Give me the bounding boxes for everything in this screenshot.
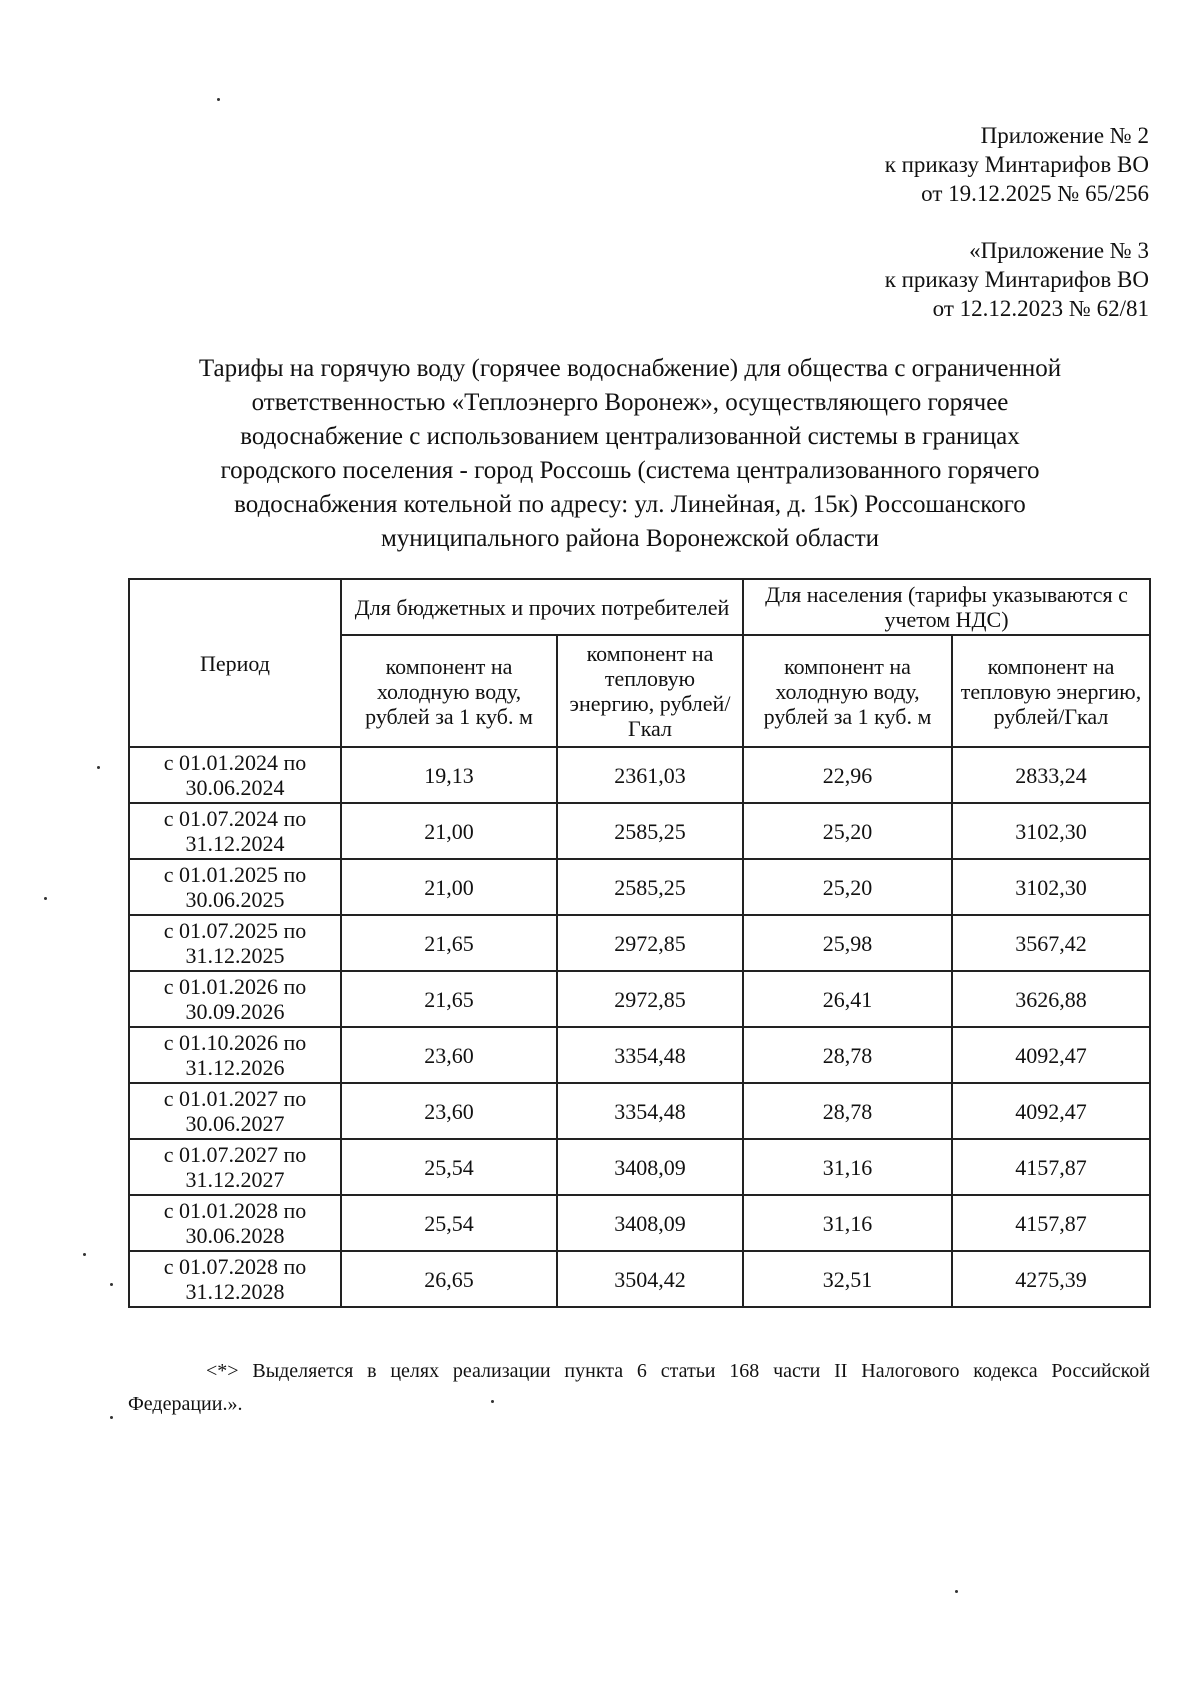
table-row (129, 859, 1150, 915)
period-from: с 01.01.2028 по (163, 1198, 307, 1223)
budget-cold-water-value: 23,60 (341, 1083, 557, 1139)
budget-cold-water-value: 19,13 (341, 747, 557, 803)
period-header: Период (129, 579, 341, 747)
budget-heat-energy-value: 2972,85 (557, 971, 743, 1027)
footnote: <*> Выделяется в целях реализации пункта 6 статьи 168 части II Налогового кодекса Российской Федерации.». (128, 1360, 1151, 1415)
population-heat-energy-value: 2833,24 (952, 747, 1150, 803)
title-line: городского поселения - город Россошь (система централизованного горячего (220, 457, 1040, 484)
table-row (129, 915, 1150, 971)
population-heat-energy-value: 4275,39 (952, 1251, 1150, 1307)
table-row (129, 747, 1150, 803)
period-from: с 01.01.2025 по (163, 862, 307, 887)
population-header: Для населения (тарифы указываются с учетом НДС) (743, 579, 1150, 635)
budget-cold-water-value: 26,65 (341, 1251, 557, 1307)
appendix-order-line: к приказу Минтарифов ВО (884, 267, 1149, 292)
scan-speck (83, 1253, 86, 1256)
budget-heat-energy-value: 2361,03 (557, 747, 743, 803)
period-cell (129, 1083, 341, 1139)
scan-speck (955, 1590, 958, 1593)
title-line: водоснабжение с использованием централизованной системы в границах (240, 423, 1020, 450)
scan-speck (491, 1400, 494, 1403)
budget-cold-water-value: 25,54 (341, 1139, 557, 1195)
budget-heat-energy-value: 2972,85 (557, 915, 743, 971)
budget-heat-energy-value: 2585,25 (557, 859, 743, 915)
budget-heat-energy-value: 3354,48 (557, 1083, 743, 1139)
period-cell (129, 971, 341, 1027)
population-heat-energy-header: компонент на тепловую энергию, рублей/Гкал (952, 635, 1150, 747)
period-from: с 01.01.2026 по (163, 974, 307, 999)
population-cold-water-value: 26,41 (743, 971, 952, 1027)
period-cell (129, 1195, 341, 1251)
budget-cold-water-value: 21,65 (341, 915, 557, 971)
period-from: с 01.07.2025 по (163, 918, 307, 943)
budget-cold-water-value: 21,00 (341, 859, 557, 915)
budget-heat-energy-header: компонент на тепловую энергию, рублей/Гкал (557, 635, 743, 747)
period-cell (129, 747, 341, 803)
population-heat-energy-value: 3102,30 (952, 859, 1150, 915)
period-to: 30.06.2024 (185, 775, 285, 800)
appendix-date-line: от 19.12.2025 № 65/256 (921, 181, 1149, 206)
scan-speck (217, 98, 220, 101)
period-to: 30.06.2025 (185, 887, 285, 912)
budget-cold-water-header: компонент на холодную воду, рублей за 1 куб. м (341, 635, 557, 747)
period-to: 30.06.2027 (185, 1111, 285, 1136)
period-to: 31.12.2024 (185, 831, 285, 856)
title-line: ответственностью «Теплоэнерго Воронеж», осуществляющего горячее (251, 389, 1009, 416)
budget-heat-energy-value: 2585,25 (557, 803, 743, 859)
table-row (129, 1139, 1150, 1195)
population-heat-energy-value: 4092,47 (952, 1083, 1150, 1139)
population-cold-water-value: 25,20 (743, 859, 952, 915)
period-to: 30.09.2026 (185, 999, 285, 1024)
title-line: муниципального района Воронежской области (380, 525, 879, 552)
population-heat-energy-value: 4157,87 (952, 1139, 1150, 1195)
table-row (129, 1083, 1150, 1139)
period-to: 30.06.2028 (185, 1223, 285, 1248)
period-to: 31.12.2027 (185, 1167, 285, 1192)
appendix-date-line: от 12.12.2023 № 62/81 (932, 296, 1149, 321)
population-heat-energy-value: 3626,88 (952, 971, 1150, 1027)
table-row (129, 1027, 1150, 1083)
period-cell (129, 803, 341, 859)
period-to: 31.12.2025 (185, 943, 285, 968)
period-cell (129, 915, 341, 971)
population-heat-energy-value: 4092,47 (952, 1027, 1150, 1083)
tariff-table-body (129, 747, 1150, 1307)
period-to: 31.12.2026 (185, 1055, 285, 1080)
table-row (129, 1251, 1150, 1307)
budget-heat-energy-value: 3408,09 (557, 1195, 743, 1251)
scan-speck (110, 1416, 113, 1419)
population-cold-water-value: 32,51 (743, 1251, 952, 1307)
budget-heat-energy-value: 3408,09 (557, 1139, 743, 1195)
budget-heat-energy-value: 3354,48 (557, 1027, 743, 1083)
title-line: Тарифы на горячую воду (горячее водоснабжение) для общества с ограниченной (198, 355, 1062, 382)
appendix-header-current (885, 121, 1149, 208)
table-row (129, 971, 1150, 1027)
appendix-order-line: к приказу Минтарифов ВО (884, 152, 1149, 177)
scan-speck (44, 897, 47, 900)
period-from: с 01.07.2027 по (163, 1142, 307, 1167)
period-from: с 01.01.2024 по (163, 750, 307, 775)
population-cold-water-value: 22,96 (743, 747, 952, 803)
period-cell (129, 1251, 341, 1307)
population-heat-energy-value: 4157,87 (952, 1195, 1150, 1251)
population-cold-water-value: 25,20 (743, 803, 952, 859)
budget-cold-water-value: 23,60 (341, 1027, 557, 1083)
appendix-header-previous (885, 236, 1149, 323)
period-from: с 01.01.2027 по (163, 1086, 307, 1111)
table-row (129, 803, 1150, 859)
title-line: водоснабжения котельной по адресу: ул. Линейная, д. 15к) Россошанского (234, 491, 1026, 518)
table-row (129, 1195, 1150, 1251)
period-from: с 01.07.2024 по (163, 806, 307, 831)
document-title (110, 352, 1150, 556)
population-cold-water-header: компонент на холодную воду, рублей за 1 куб. м (743, 635, 952, 747)
budget-consumers-header: Для бюджетных и прочих потребителей (341, 579, 743, 635)
period-to: 31.12.2028 (185, 1279, 285, 1304)
budget-cold-water-value: 21,65 (341, 971, 557, 1027)
population-cold-water-value: 31,16 (743, 1195, 952, 1251)
budget-heat-energy-value: 3504,42 (557, 1251, 743, 1307)
tariff-table (128, 578, 1151, 1308)
population-cold-water-value: 25,98 (743, 915, 952, 971)
population-cold-water-value: 31,16 (743, 1139, 952, 1195)
budget-cold-water-value: 21,00 (341, 803, 557, 859)
population-heat-energy-value: 3567,42 (952, 915, 1150, 971)
period-cell (129, 859, 341, 915)
population-cold-water-value: 28,78 (743, 1083, 952, 1139)
period-cell (129, 1139, 341, 1195)
period-from: с 01.07.2028 по (163, 1254, 307, 1279)
period-from: с 01.10.2026 по (163, 1030, 307, 1055)
population-cold-water-value: 28,78 (743, 1027, 952, 1083)
budget-cold-water-value: 25,54 (341, 1195, 557, 1251)
scan-speck (97, 766, 100, 769)
appendix-line: Приложение № 2 (980, 123, 1149, 148)
scan-speck (110, 1283, 113, 1286)
appendix-line: «Приложение № 3 (969, 238, 1149, 263)
population-heat-energy-value: 3102,30 (952, 803, 1150, 859)
period-cell (129, 1027, 341, 1083)
